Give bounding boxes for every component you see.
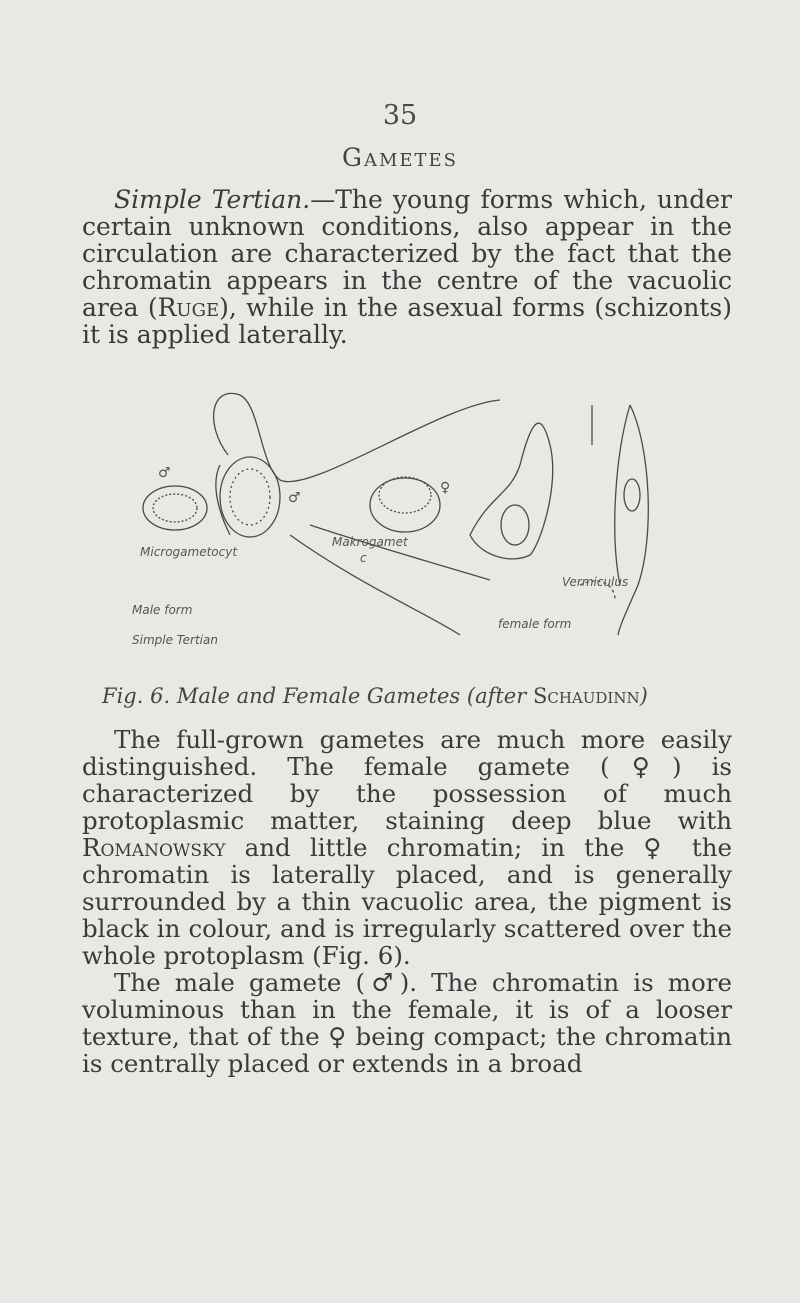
label-female-symbol: ♀ xyxy=(440,480,451,496)
body-p1-part-a: The full-grown gametes are much more easily distinguished. The female gamete (♀) is characterized by the possession of much protoplasmic matter, staining deep blue with xyxy=(82,725,732,835)
flagellum-lower xyxy=(290,535,460,635)
page-number: 35 xyxy=(382,100,418,131)
vermiculus-cell xyxy=(470,423,553,559)
caption-fig: Fig. 6. xyxy=(102,684,171,708)
intro-dash: — xyxy=(310,185,336,214)
body-paragraph-2: The male gamete (♂). The chromatin is more voluminous than in the female, it is of a looser texture, that of the ♀ being compact; the chromatin is centrally placed or extends in a broad xyxy=(82,968,732,1078)
figure-caption xyxy=(82,684,732,708)
intro-text: The young forms which, under certain unknown conditions, also appear in the circulation are characterized by the fact that the chromatin appears in the centre of the vacuolic area ( xyxy=(82,185,732,322)
body-p1-part-b: and little chromatin; in the ♀ the chromatin is laterally placed, and is generally surrounded by a thin vacuolic area, the pigment is black in colour, and is irregularly scattered over the whole protoplasm (Fig. 6). xyxy=(82,833,732,970)
intro-text-after: ), while in the asexual forms (schizonts) it is applied laterally. xyxy=(82,293,732,349)
label-macrogamete: Makrogamet xyxy=(332,535,408,549)
female-form-cell xyxy=(615,405,649,635)
gametes-figure xyxy=(110,385,670,685)
caption-end: ) xyxy=(639,684,648,708)
label-microgametocyte: Microgametocyt xyxy=(140,545,238,559)
label-female-form: female form xyxy=(498,617,572,631)
label-male-form: Male form xyxy=(132,603,193,617)
body-paragraph-1 xyxy=(82,726,732,969)
caption-name: Schaudinn xyxy=(532,684,640,708)
body-text xyxy=(82,726,732,1077)
intro-name: Ruge xyxy=(157,293,220,322)
label-simple-tertian: Simple Tertian xyxy=(132,633,218,647)
label-male-top: ♂ xyxy=(158,465,171,481)
intro-title: Simple Tertian. xyxy=(114,185,311,214)
label-vermiculus: Vermiculus xyxy=(562,575,629,589)
caption-text: Male and Female Gametes (after xyxy=(176,684,533,708)
label-male-symbol-2: ♂ xyxy=(288,490,301,506)
flagellum xyxy=(214,393,500,481)
section-heading: Gametes xyxy=(341,143,459,172)
body-p1-name: Romanowsky xyxy=(82,833,226,862)
label-c: c xyxy=(360,551,367,565)
macrogamete-cell xyxy=(370,478,440,532)
intro-paragraph xyxy=(82,186,732,348)
